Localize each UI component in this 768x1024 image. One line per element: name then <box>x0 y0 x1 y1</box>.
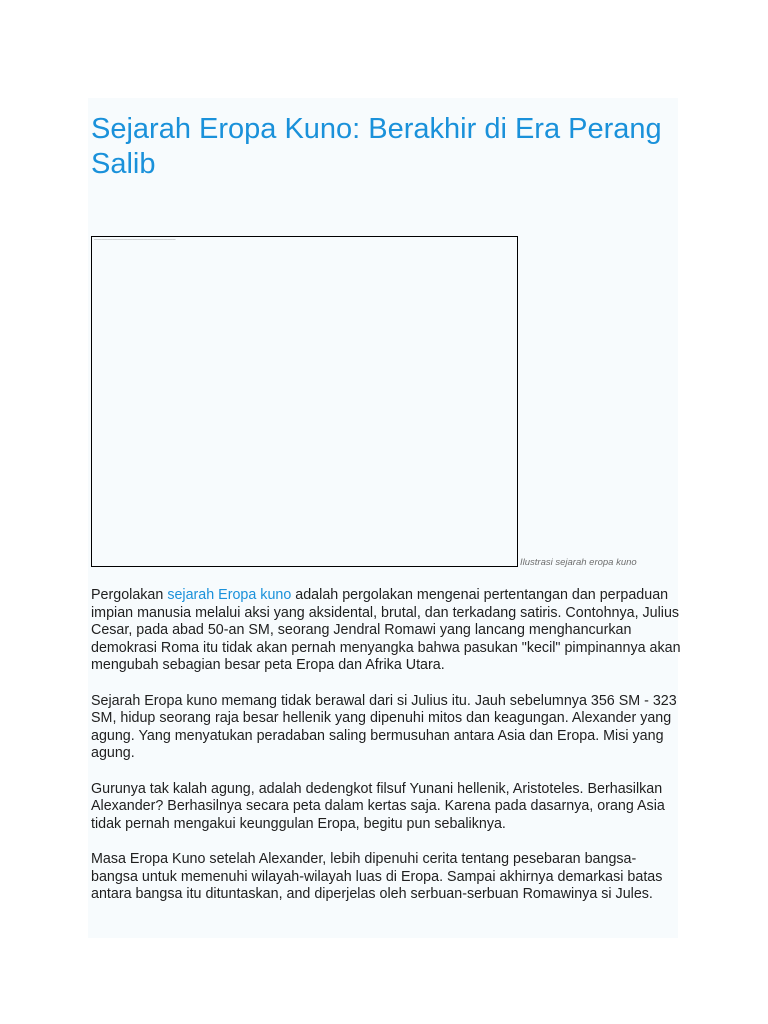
paragraph-4: Masa Eropa Kuno setelah Alexander, lebih dipenuhi cerita tentang pesebaran bangsa-bangsa untuk memenuhi wilayah-wilayah luas di Eropa. Sampai akhirnya demarkasi batas antara bangsa itu dituntaskan, and diperjelas oleh serbuan-serbuan Romawinya si Jules. <box>91 850 663 903</box>
figure-caption: Ilustrasi sejarah eropa kuno <box>520 557 637 568</box>
paragraph-3: Gurunya tak kalah agung, adalah dedengkot filsuf Yunani hellenik, Aristoteles. Berhasilkan Alexander? Berhasilnya secara peta dalam kertas saja. Karena pada dasarnya, orang Asia tidak pernah mengakui keunggulan Eropa, begitu pun sebaliknya. <box>91 780 665 832</box>
paragraph-1 <box>91 587 681 675</box>
paragraph-2: Sejarah Eropa kuno memang tidak berawal dari si Julius itu. Jauh sebelumnya 356 SM - 323 SM, hidup seorang raja besar hellenik yang dipenuhi mitos dan keagungan. Alexander yang agung. Yang menyatukan peradaban saling bermusuhan antara Asia dan Eropa. Misi yang agung. <box>91 692 677 762</box>
article-title: Sejarah Eropa Kuno: Berakhir di Era Perang Salib <box>91 113 662 180</box>
paragraph-1-text-before-link: Pergolakan <box>91 587 168 603</box>
paragraph-1-text-after-link: adalah pergolakan mengenai pertentangan dan perpaduan impian manusia melalui aksi yang aksidental, brutal, dan terkadang satiris. Contohnya, Julius Cesar, pada abad 50-an SM, seorang Jendral Romawi yang lancang menghancurkan demokrasi Roma itu tidak akan pernah menyangka bahwa pasukan "kecil" pimpinannya akan mengubah sebagian besar peta Eropa dan Afrika Utara. <box>91 587 681 674</box>
article-link-sejarah-eropa-kuno[interactable]: sejarah Eropa kuno <box>167 587 292 603</box>
article-figure-placeholder <box>91 236 518 567</box>
figure-artifact: ▁▁▁▁▁▁▁▁▁▁▁▁▁▁▁▁▁▁▁▁▁▁▁▁▁▁▁▁▁▁▁▁▁▁▁▁▁▁▁▁▁▁▁▁▁▁▁▁▁▁▁▁▁ <box>94 238 176 240</box>
article-body <box>91 587 681 921</box>
